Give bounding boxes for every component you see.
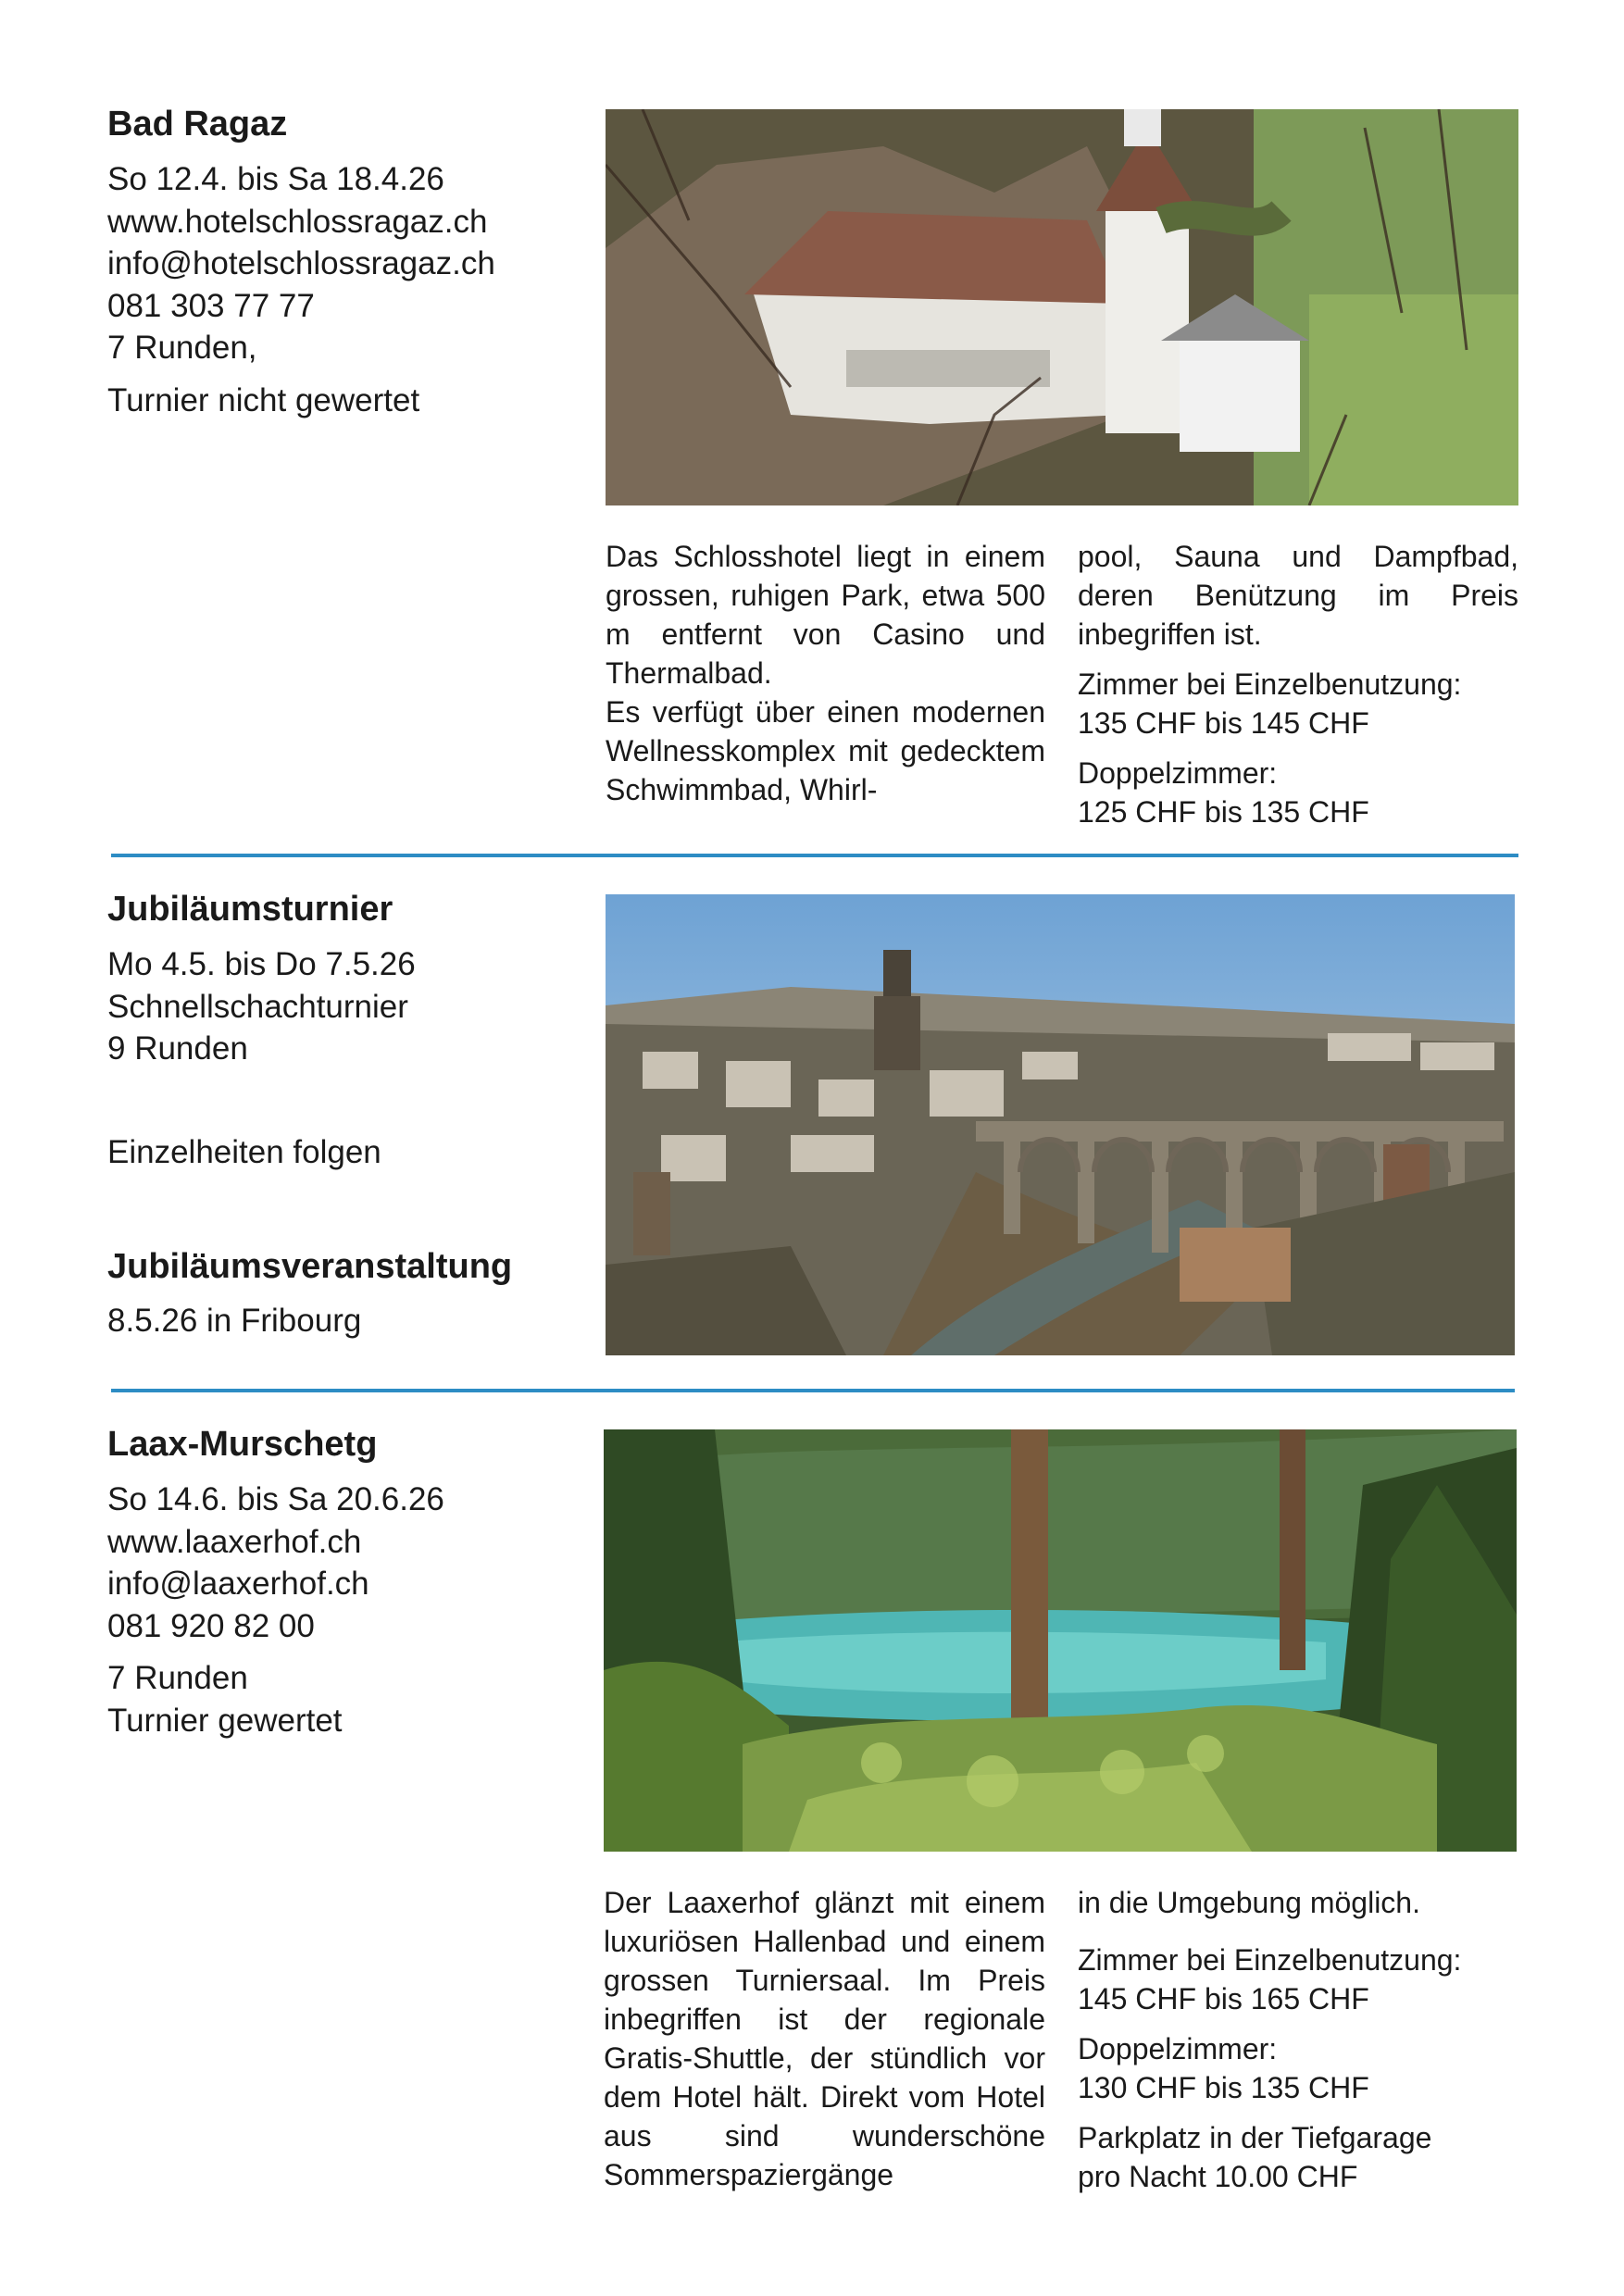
description-col2-laax [1078,1883,1518,2196]
hotel-photo-bad-ragaz [606,109,1518,505]
hotel-phone: 081 303 77 77 [107,287,315,324]
hotel-phone: 081 920 82 00 [107,1607,315,1644]
section-title-jubilaeumsturnier: Jubiläumsturnier [107,890,394,929]
description-col1-laax [604,1883,1045,2194]
event-date-location: 8.5.26 in Fribourg [107,1303,362,1339]
description-paragraph: Der Laaxerhof glänzt mit einem luxuriösen Hallenbad und einem grossen Turniersaal. Im Preis inbegriffen ist der regionale Gratis-Shuttle, der stündlich vor dem Hotel hält. Direkt vom Hotel aus sind wunderschöne Sommerspaziergänge [604,1886,1045,2191]
event-type: Schnellschachturnier [107,988,408,1025]
hotel-website-link[interactable]: www.hotelschlossragaz.ch [107,203,488,240]
hotel-email-link[interactable]: info@laaxerhof.ch [107,1566,369,1602]
rounds-info: 7 Runden, [107,330,257,366]
parking-price: pro Nacht 10.00 CHF [1078,2160,1358,2193]
description-paragraph: in die Umgebung möglich. [1078,1886,1420,1919]
event-info-laax [107,1479,444,1647]
rounds-and-rating-laax [107,1657,343,1741]
section-title-bad-ragaz: Bad Ragaz [107,105,288,144]
description-col2-bad-ragaz [1078,537,1518,831]
hotel-website-link[interactable]: www.laaxerhof.ch [107,1523,362,1560]
double-room-label: Doppelzimmer: [1078,2032,1278,2065]
city-photo-fribourg [606,894,1515,1355]
section-separator [111,1389,1515,1392]
rounds-info: 7 Runden [107,1660,248,1696]
lake-photo-laax [604,1429,1517,1852]
double-room-label: Doppelzimmer: [1078,756,1278,790]
rating-info: Turnier gewertet [107,1702,343,1739]
event-dates: So 14.6. bis Sa 20.6.26 [107,1481,444,1517]
single-room-price: 135 CHF bis 145 CHF [1078,706,1369,740]
hotel-email-link[interactable]: info@hotelschlossragaz.ch [107,245,495,281]
rating-info: Turnier nicht gewertet [107,382,420,418]
description-paragraph: pool, Sauna und Dampfbad, deren Benützung im Preis inbegriffen ist. [1078,540,1518,651]
double-room-price: 130 CHF bis 135 CHF [1078,2071,1369,2104]
parking-info: Parkplatz in der Tiefgarage [1078,2121,1432,2154]
event-info-bad-ragaz [107,158,495,369]
event-dates: So 12.4. bis Sa 18.4.26 [107,161,444,197]
section-separator [111,854,1518,857]
description-col1-bad-ragaz [606,537,1045,809]
event-info-jubilaeumsturnier [107,943,416,1070]
section-title-laax-murschetg: Laax-Murschetg [107,1425,378,1464]
rounds-info: 9 Runden [107,1030,248,1067]
section-title-jubilaeumsveranstaltung: Jubiläumsveranstaltung [107,1247,513,1286]
double-room-price: 125 CHF bis 135 CHF [1078,795,1369,829]
single-room-label: Zimmer bei Einzelbenutzung: [1078,668,1462,701]
description-paragraph: Das Schlosshotel liegt in einem grossen, ruhigen Park, etwa 500 m entfernt von Casino und Thermalbad. [606,540,1045,690]
single-room-label: Zimmer bei Einzelbenutzung: [1078,1943,1462,1977]
details-note: Einzelheiten folgen [107,1134,381,1170]
description-paragraph: Es verfügt über einen modernen Wellnesskomplex mit gedecktem Schwimmbad, Whirl- [606,695,1045,806]
event-dates: Mo 4.5. bis Do 7.5.26 [107,946,416,982]
single-room-price: 145 CHF bis 165 CHF [1078,1982,1369,2015]
